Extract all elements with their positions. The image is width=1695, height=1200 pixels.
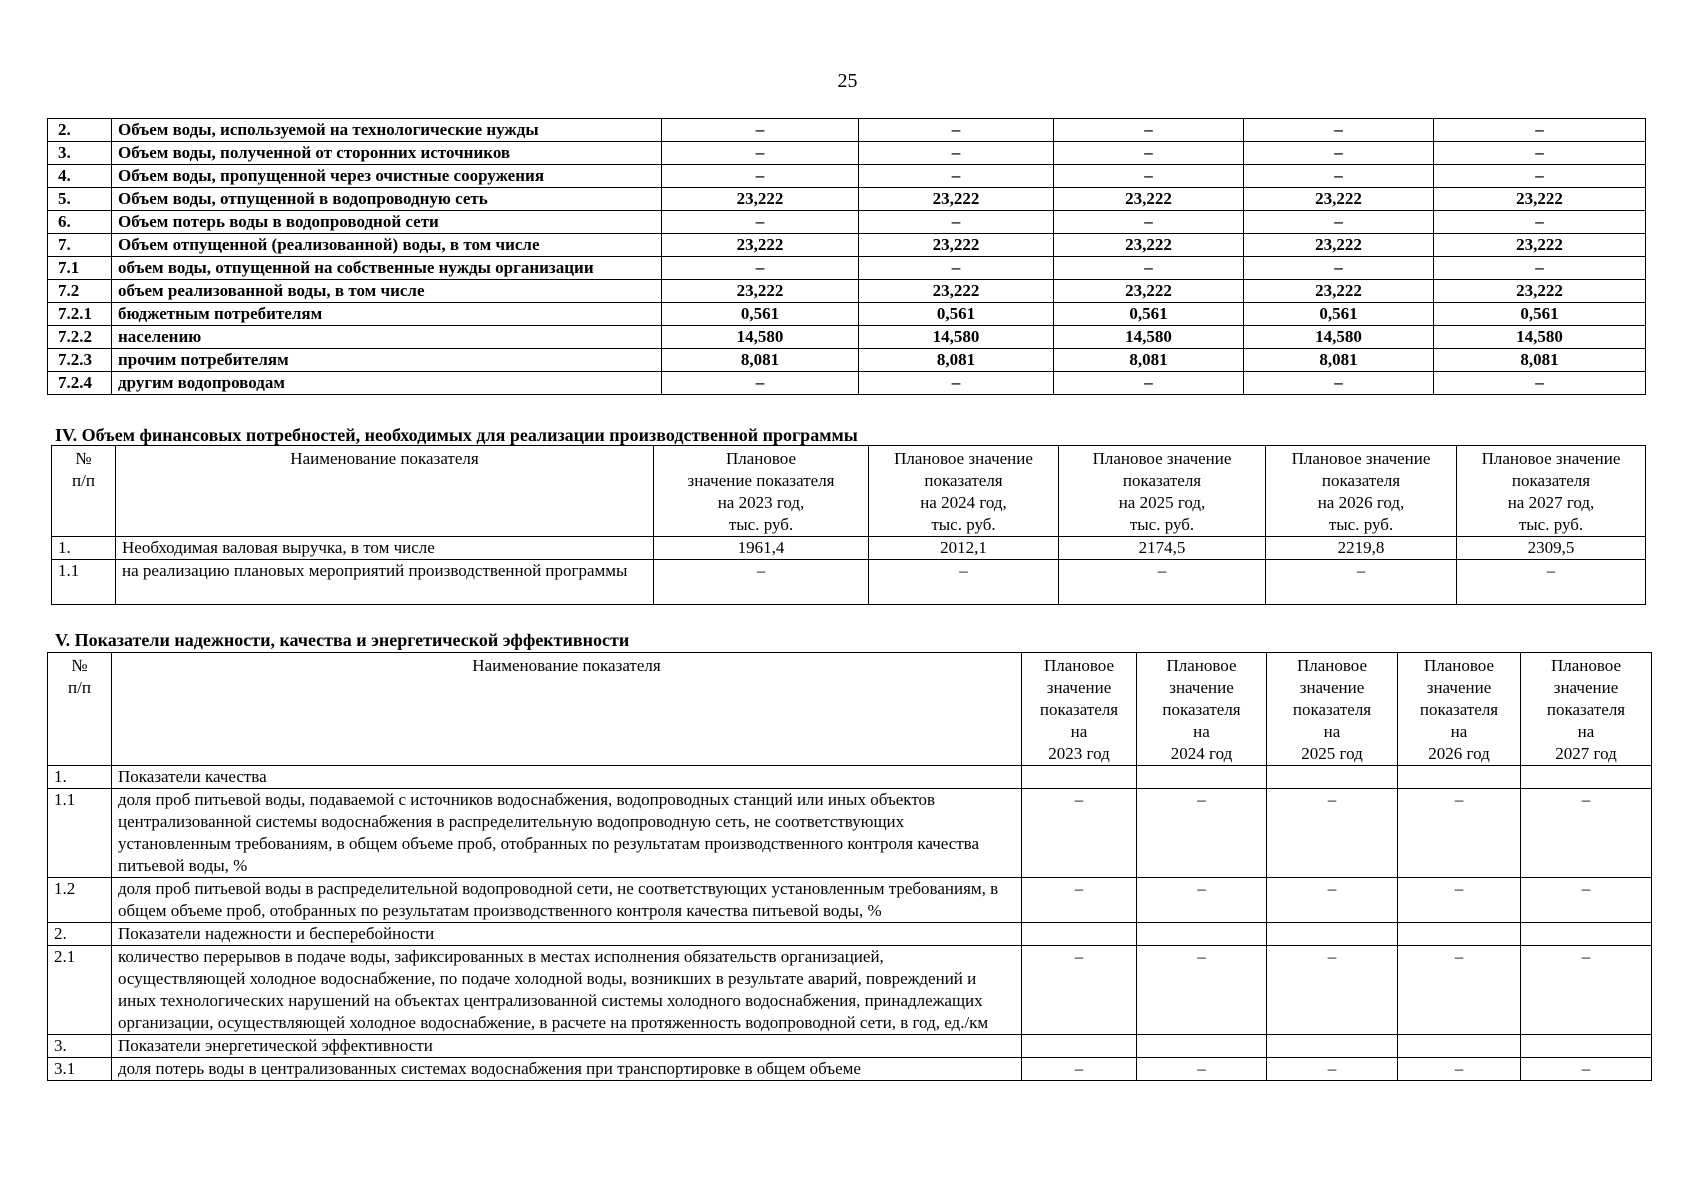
table-row: [48, 165, 1646, 188]
value-cell-2025: 14,580: [1054, 326, 1244, 349]
indicator-name: бюджетным потребителям: [112, 303, 662, 326]
value-cell-2023: 23,222: [662, 280, 859, 303]
table-row: [48, 119, 1646, 142]
value-cell-2024: 2012,1: [869, 537, 1059, 560]
value-cell-2024: 14,580: [859, 326, 1054, 349]
row-number: 3.: [48, 1035, 112, 1058]
value-cell-2024: 23,222: [859, 234, 1054, 257]
value-cell-2027: 14,580: [1434, 326, 1646, 349]
value-cell-2027: –: [1434, 372, 1646, 395]
value-cell-2024: –: [1137, 1058, 1267, 1081]
value-cell-2027: 23,222: [1434, 234, 1646, 257]
row-number: 7.2.3: [48, 349, 112, 372]
header-2024: Плановое значение показателя на 2024 год, тыс. руб.: [869, 446, 1059, 537]
indicator-name: Объем воды, отпущенной в водопроводную сеть: [112, 188, 662, 211]
table-row: [48, 211, 1646, 234]
value-cell-2024: –: [859, 142, 1054, 165]
table-header-row: [48, 653, 1652, 766]
value-cell-2026: 2219,8: [1266, 537, 1457, 560]
value-cell-2024: 23,222: [859, 188, 1054, 211]
value-cell-2023: –: [1022, 946, 1137, 1035]
value-cell-2025: 23,222: [1054, 234, 1244, 257]
row-number: 2.: [48, 923, 112, 946]
section-5-heading: V. Показатели надежности, качества и энергетической эффективности: [55, 630, 630, 650]
table-row: [48, 923, 1652, 946]
value-cell-2025: –: [1054, 142, 1244, 165]
value-cell-2023: 23,222: [662, 188, 859, 211]
value-cell-2025: –: [1054, 165, 1244, 188]
value-cell-2026: [1398, 1035, 1521, 1058]
row-number: 3.: [48, 142, 112, 165]
value-cell-2027: –: [1521, 789, 1652, 878]
table-row: [48, 878, 1652, 923]
table-row: [48, 142, 1646, 165]
table-row: [48, 257, 1646, 280]
indicator-name: объем реализованной воды, в том числе: [112, 280, 662, 303]
table-row: [52, 537, 1646, 560]
value-cell-2025: [1267, 923, 1398, 946]
value-cell-2024: –: [859, 165, 1054, 188]
header-2023: Плановое значение показателя на 2023 год: [1022, 653, 1137, 766]
value-cell-2025: –: [1054, 257, 1244, 280]
header-2025: Плановое значение показателя на 2025 год: [1267, 653, 1398, 766]
value-cell-2027: –: [1521, 1058, 1652, 1081]
value-cell-2023: –: [662, 211, 859, 234]
header-2023: Плановое значение показателя на 2023 год, тыс. руб.: [654, 446, 869, 537]
value-cell-2026: –: [1244, 142, 1434, 165]
row-number: 7.1: [48, 257, 112, 280]
value-cell-2027: –: [1434, 257, 1646, 280]
value-cell-2026: –: [1244, 372, 1434, 395]
header-2027: Плановое значение показателя на 2027 год, тыс. руб.: [1457, 446, 1646, 537]
value-cell-2026: 8,081: [1244, 349, 1434, 372]
row-number: 1.1: [48, 789, 112, 878]
row-number: 1.: [48, 766, 112, 789]
header-2027: Плановое значение показателя на 2027 год: [1521, 653, 1652, 766]
header-name: Наименование показателя: [112, 653, 1022, 766]
table-row: [48, 280, 1646, 303]
value-cell-2024: –: [1137, 878, 1267, 923]
indicator-name: Объем воды, полученной от сторонних источников: [112, 142, 662, 165]
value-cell-2023: –: [1022, 1058, 1137, 1081]
financial-needs-table: [51, 445, 1646, 605]
indicator-name: Показатели энергетической эффективности: [112, 1035, 1022, 1058]
value-cell-2024: –: [859, 211, 1054, 234]
indicator-name: Объем потерь воды в водопроводной сети: [112, 211, 662, 234]
value-cell-2023: [1022, 766, 1137, 789]
value-cell-2027: –: [1434, 211, 1646, 234]
value-cell-2026: –: [1398, 878, 1521, 923]
value-cell-2027: 23,222: [1434, 280, 1646, 303]
indicator-name: Объем воды, пропущенной через очистные сооружения: [112, 165, 662, 188]
indicator-name: доля проб питьевой воды, подаваемой с источников водоснабжения, водопроводных станций или иных объектов централизованной системы водоснабжения в распределительную водопроводную сеть, не соответствующих установленным требованиям, в общем объеме проб, отобранных по результатам производственного контроля качества питьевой воды, %: [112, 789, 1022, 878]
indicator-name: Показатели качества: [112, 766, 1022, 789]
value-cell-2027: –: [1457, 560, 1646, 605]
row-number: 6.: [48, 211, 112, 234]
value-cell-2023: –: [1022, 789, 1137, 878]
value-cell-2025: 23,222: [1054, 188, 1244, 211]
row-number: 7.2.4: [48, 372, 112, 395]
value-cell-2025: 2174,5: [1059, 537, 1266, 560]
indicator-name: другим водопроводам: [112, 372, 662, 395]
row-number: 1.2: [48, 878, 112, 923]
value-cell-2026: –: [1398, 946, 1521, 1035]
indicator-name: объем воды, отпущенной на собственные нужды организации: [112, 257, 662, 280]
value-cell-2026: –: [1266, 560, 1457, 605]
value-cell-2023: –: [662, 372, 859, 395]
value-cell-2025: –: [1059, 560, 1266, 605]
header-2026: Плановое значение показателя на 2026 год: [1398, 653, 1521, 766]
value-cell-2023: 14,580: [662, 326, 859, 349]
value-cell-2023: –: [1022, 878, 1137, 923]
header-name: Наименование показателя: [116, 446, 654, 537]
value-cell-2025: –: [1267, 1058, 1398, 1081]
value-cell-2024: 0,561: [859, 303, 1054, 326]
header-2026: Плановое значение показателя на 2026 год, тыс. руб.: [1266, 446, 1457, 537]
header-no: № п/п: [52, 446, 116, 537]
value-cell-2027: [1521, 1035, 1652, 1058]
row-number: 1.: [52, 537, 116, 560]
value-cell-2024: [1137, 923, 1267, 946]
value-cell-2026: 23,222: [1244, 280, 1434, 303]
row-number: 7.2: [48, 280, 112, 303]
value-cell-2024: [1137, 1035, 1267, 1058]
reliability-quality-table: [47, 652, 1652, 1081]
value-cell-2026: 23,222: [1244, 234, 1434, 257]
value-cell-2027: 8,081: [1434, 349, 1646, 372]
section-4-heading: IV. Объем финансовых потребностей, необходимых для реализации производственной программы: [55, 425, 858, 445]
value-cell-2023: 23,222: [662, 234, 859, 257]
row-number: 2.: [48, 119, 112, 142]
value-cell-2025: –: [1054, 211, 1244, 234]
indicator-name: на реализацию плановых мероприятий производственной программы: [116, 560, 654, 605]
row-number: 7.2.1: [48, 303, 112, 326]
row-number: 7.: [48, 234, 112, 257]
table-row: [48, 1058, 1652, 1081]
row-number: 2.1: [48, 946, 112, 1035]
value-cell-2027: [1521, 923, 1652, 946]
value-cell-2025: 23,222: [1054, 280, 1244, 303]
value-cell-2023: 1961,4: [654, 537, 869, 560]
value-cell-2024: 8,081: [859, 349, 1054, 372]
value-cell-2025: 0,561: [1054, 303, 1244, 326]
value-cell-2027: –: [1521, 878, 1652, 923]
value-cell-2026: –: [1244, 257, 1434, 280]
value-cell-2023: –: [662, 119, 859, 142]
indicator-name: Объем воды, используемой на технологические нужды: [112, 119, 662, 142]
table-row: [48, 188, 1646, 211]
value-cell-2027: –: [1434, 165, 1646, 188]
header-no: № п/п: [48, 653, 112, 766]
page-number: 25: [837, 70, 858, 92]
table-row: [48, 789, 1652, 878]
table-row: [48, 326, 1646, 349]
indicator-name: Необходимая валовая выручка, в том числе: [116, 537, 654, 560]
table-row: [52, 560, 1646, 605]
value-cell-2023: –: [654, 560, 869, 605]
value-cell-2025: 8,081: [1054, 349, 1244, 372]
indicator-name: прочим потребителям: [112, 349, 662, 372]
value-cell-2026: 23,222: [1244, 188, 1434, 211]
value-cell-2025: [1267, 766, 1398, 789]
value-cell-2025: [1267, 1035, 1398, 1058]
indicator-name: количество перерывов в подаче воды, зафиксированных в местах исполнения обязательств организацией, осуществляющей холодное водоснабжение, по подаче холодной воды, возникших в результате аварий, повреждений и иных технологических нарушений на объектах централизованной системы холодного водоснабжения, принадлежащих организации, осуществляющей холодное водоснабжение, в расчете на протяженность водопроводной сети, в год, ед./км: [112, 946, 1022, 1035]
value-cell-2024: –: [859, 257, 1054, 280]
row-number: 1.1: [52, 560, 116, 605]
value-cell-2023: 8,081: [662, 349, 859, 372]
value-cell-2027: –: [1434, 142, 1646, 165]
header-2025: Плановое значение показателя на 2025 год, тыс. руб.: [1059, 446, 1266, 537]
value-cell-2026: –: [1244, 165, 1434, 188]
row-number: 7.2.2: [48, 326, 112, 349]
value-cell-2026: –: [1244, 211, 1434, 234]
value-cell-2024: –: [869, 560, 1059, 605]
value-cell-2023: 0,561: [662, 303, 859, 326]
value-cell-2026: –: [1398, 1058, 1521, 1081]
value-cell-2027: [1521, 766, 1652, 789]
indicator-name: доля проб питьевой воды в распределительной водопроводной сети, не соответствующих установленным требованиям, в общем объеме проб, отобранных по результатам производственного контроля качества питьевой воды, %: [112, 878, 1022, 923]
value-cell-2026: 14,580: [1244, 326, 1434, 349]
indicator-name: населению: [112, 326, 662, 349]
value-cell-2027: 2309,5: [1457, 537, 1646, 560]
table-row: [48, 766, 1652, 789]
value-cell-2026: [1398, 766, 1521, 789]
table-row: [48, 234, 1646, 257]
value-cell-2025: –: [1267, 878, 1398, 923]
table-row: [48, 946, 1652, 1035]
value-cell-2024: –: [1137, 946, 1267, 1035]
value-cell-2024: 23,222: [859, 280, 1054, 303]
value-cell-2024: [1137, 766, 1267, 789]
table-row: [48, 303, 1646, 326]
value-cell-2023: [1022, 1035, 1137, 1058]
value-cell-2027: –: [1434, 119, 1646, 142]
value-cell-2026: [1398, 923, 1521, 946]
row-number: 5.: [48, 188, 112, 211]
table-row: [48, 1035, 1652, 1058]
value-cell-2026: –: [1244, 119, 1434, 142]
value-cell-2023: –: [662, 257, 859, 280]
value-cell-2024: –: [1137, 789, 1267, 878]
indicator-name: доля потерь воды в централизованных системах водоснабжения при транспортировке в общем объеме: [112, 1058, 1022, 1081]
value-cell-2027: –: [1521, 946, 1652, 1035]
indicator-name: Объем отпущенной (реализованной) воды, в том числе: [112, 234, 662, 257]
water-volume-table: [47, 118, 1646, 395]
value-cell-2025: –: [1267, 946, 1398, 1035]
value-cell-2025: –: [1054, 372, 1244, 395]
row-number: 3.1: [48, 1058, 112, 1081]
value-cell-2024: –: [859, 119, 1054, 142]
value-cell-2024: –: [859, 372, 1054, 395]
value-cell-2027: 0,561: [1434, 303, 1646, 326]
value-cell-2023: –: [662, 142, 859, 165]
row-number: 4.: [48, 165, 112, 188]
value-cell-2023: [1022, 923, 1137, 946]
header-2024: Плановое значение показателя на 2024 год: [1137, 653, 1267, 766]
value-cell-2025: –: [1054, 119, 1244, 142]
indicator-name: Показатели надежности и бесперебойности: [112, 923, 1022, 946]
table-row: [48, 349, 1646, 372]
value-cell-2026: –: [1398, 789, 1521, 878]
value-cell-2023: –: [662, 165, 859, 188]
value-cell-2025: –: [1267, 789, 1398, 878]
value-cell-2026: 0,561: [1244, 303, 1434, 326]
table-header-row: [52, 446, 1646, 537]
value-cell-2027: 23,222: [1434, 188, 1646, 211]
table-row: [48, 372, 1646, 395]
